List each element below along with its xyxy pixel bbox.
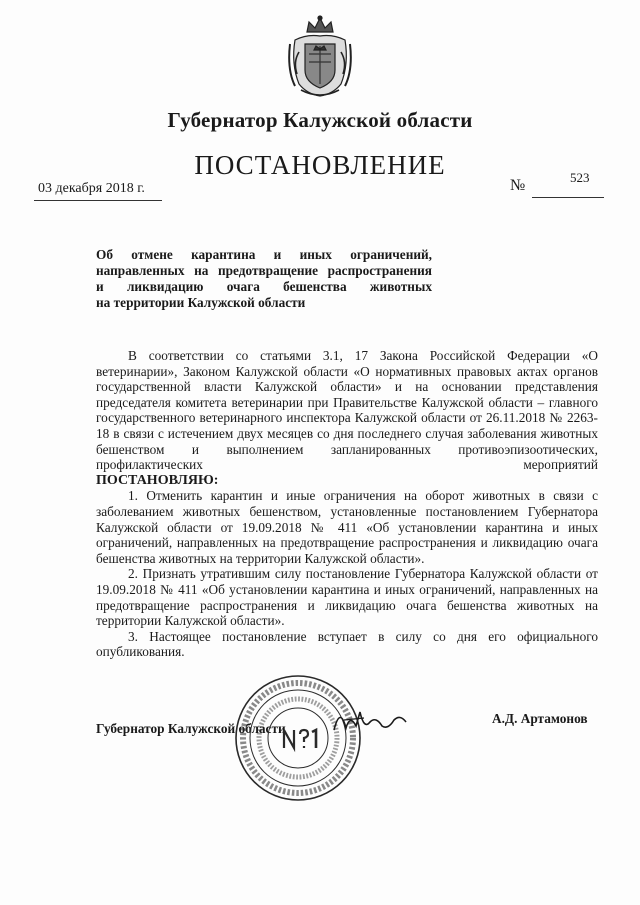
subject-line: и ликвидацию очага бешенства животных xyxy=(96,279,432,294)
subject-line: направленных на предотвращение распространения xyxy=(96,263,432,278)
document-body xyxy=(96,348,598,660)
signer-name: А.Д. Артамонов xyxy=(492,711,588,726)
number-underline xyxy=(532,197,604,198)
document-type: ПОСТАНОВЛЕНИЕ xyxy=(194,150,446,180)
document-subject xyxy=(96,247,432,311)
date-underline xyxy=(34,200,162,201)
signer-position: Губернатор Калужской области xyxy=(96,721,286,736)
document-number: 523 xyxy=(570,170,590,185)
handwritten-signature xyxy=(330,700,410,740)
subject-line: на территории Калужской области xyxy=(96,295,306,310)
document-date: 03 декабря 2018 г. xyxy=(38,181,145,196)
decree-item-3: 3. Настоящее постановление вступает в силу со дня его официального опубликования. xyxy=(96,628,598,660)
number-label: № xyxy=(510,177,526,194)
decree-item-1: 1. Отменить карантин и иные ограничения на оборот животных в связи с заболеванием животных бешенством, установленные постановлением Губернатора Калужской области от 19.09.2018 № 411 «Об установлении карантина и иных ограничений, направленных на предотвращение распространения и ликвидацию очага бешенства животных на территории Калужской области». xyxy=(96,488,598,566)
kaluga-coat-of-arms-icon xyxy=(287,14,353,98)
preamble-paragraph: В соответствии со статьями 3.1, 17 Закона Российской Федерации «О ветеринарии», Законом Калужской области «О нормативных правовых актах органов государственной власти Калужской области» и на основании представления председателя комитета ветеринарии при Правительстве Калужской области – главного государственного ветеринарного инспектора Калужской области от 26.11.2018 № 2263-18 в связи с истечением двух месяцев со дня последнего случая заболевания животных бешенством и выполнением запланированных противоэпизоотических, профилактических мероприятий xyxy=(96,348,598,473)
decree-heading: ПОСТАНОВЛЯЮ: xyxy=(96,472,219,488)
authority-title: Губернатор Калужской области xyxy=(167,108,473,132)
decree-item-2: 2. Признать утратившим силу постановление Губернатора Калужской области от 19.09.2018 № 411 «Об установлении карантина и иных ограничений, направленных на предотвращение распространения и ликвидацию очага бешенства животных на территории Калужской области». xyxy=(96,566,598,629)
subject-line: Об отмене карантина и иных ограничений, xyxy=(96,247,432,262)
